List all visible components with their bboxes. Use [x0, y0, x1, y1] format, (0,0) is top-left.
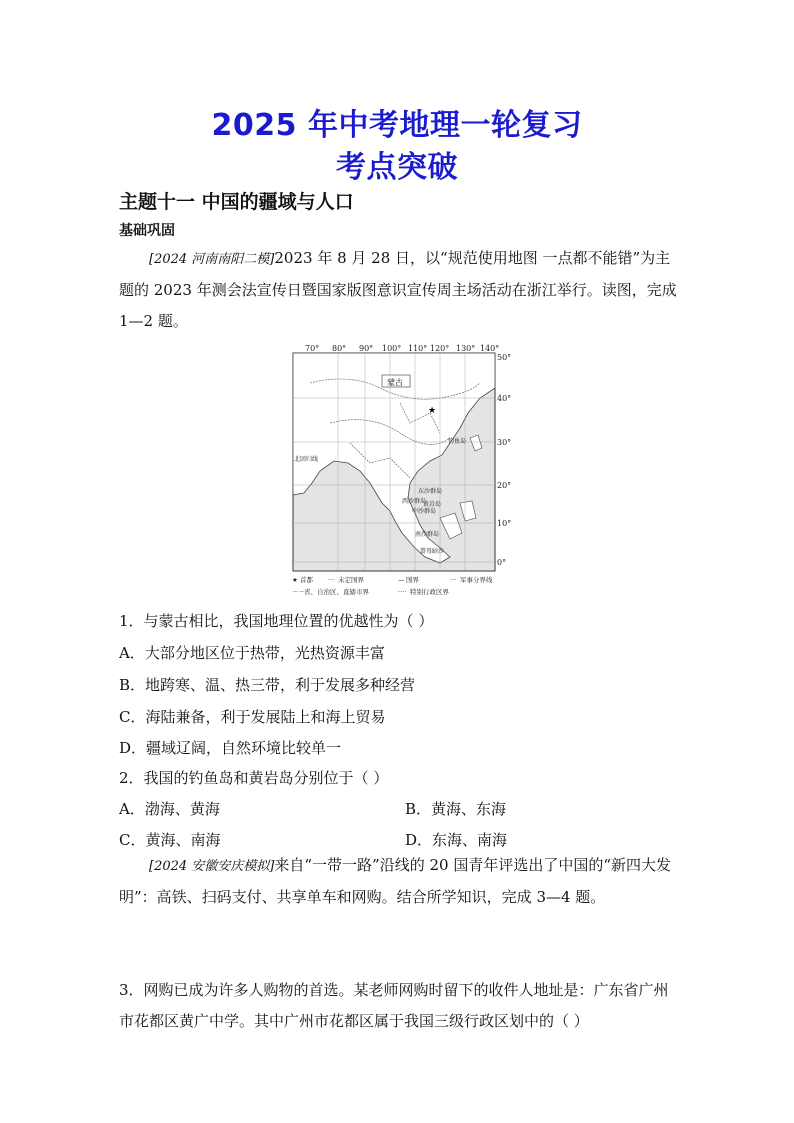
nansha-label: 南沙群岛	[415, 531, 440, 538]
lon-label: 130°	[456, 344, 476, 353]
lon-label: 120°	[430, 344, 450, 353]
map-svg	[290, 343, 512, 598]
document-title: 2025 年中考地理一轮复习	[211, 108, 583, 143]
capital-star-icon: ★	[428, 406, 437, 416]
lat-label: 50°	[497, 353, 512, 362]
svg-text:···: ···	[450, 576, 457, 584]
huangyan-label: 黄岩岛	[423, 501, 442, 508]
question-2-option-c[interactable]: C．黄海、南海	[119, 831, 221, 849]
legend-undefined-border: 未定国界	[338, 576, 364, 584]
lon-label: 140°	[480, 344, 500, 353]
intro-text: 2023 年 8 月 28 日，以“规范使用地图 一点都不能错”为主题的 2023 年测会法宣传日暨国家版图意识宣传周主场活动在浙江举行。读图，完成 1—2 题。	[119, 249, 677, 330]
lon-label: 100°	[382, 344, 402, 353]
source-tag: [2024 安徽安庆模拟]	[149, 859, 275, 874]
legend-province-border: 省、自治区、直辖市界	[304, 588, 369, 596]
svg-text:····: ····	[398, 588, 407, 596]
topic-heading: 主题十一 中国的疆域与人口	[119, 191, 354, 213]
question-1-option-c[interactable]: C．海陆兼备，利于发展陆上和海上贸易	[119, 708, 386, 726]
intro-text: 来自“一带一路”沿线的 20 国青年评选出了中国的“新四大发明”：高铁、扫码支付、共享单车和网购。结合所学知识，完成 3—4 题。	[119, 856, 672, 906]
lat-label: 10°	[497, 519, 512, 528]
china-map-figure	[290, 343, 512, 598]
lat-label: 20°	[497, 481, 512, 490]
diaoyu-label: 钓鱼岛	[448, 438, 467, 445]
legend-sar-border: 特别行政区界	[410, 588, 449, 596]
lon-label: 80°	[332, 344, 347, 353]
question-1-option-b[interactable]: B．地跨寒、温、热三带，利于发展多种经营	[119, 676, 416, 694]
dongsha-label: 东沙群岛	[418, 488, 443, 495]
legend-capital: 首都	[300, 576, 313, 584]
svg-text:—: —	[398, 576, 405, 584]
zhongsha-label: 中沙群岛	[412, 508, 437, 515]
question-2-stem: 2．我国的钓鱼岛和黄岩岛分别位于（ ）	[119, 769, 389, 787]
section-heading: 基础巩固	[119, 223, 175, 239]
question-3-stem: 3．网购已成为许多人购物的首选。某老师网购时留下的收件人地址是：广东省广州市花都区黄广中学。其中广州市花都区属于我国三级行政区划中的（ ）	[119, 981, 669, 1030]
legend-national-border: 国界	[406, 576, 419, 584]
mongolia-label: 蒙古	[387, 378, 403, 387]
question-1-option-d[interactable]: D．疆域辽阔，自然环境比较单一	[119, 739, 342, 757]
legend-star-icon: ★	[292, 576, 298, 584]
lon-label: 90°	[359, 344, 374, 353]
intro-paragraph-1	[119, 243, 679, 337]
lon-label: 70°	[305, 344, 320, 353]
xisha-label: 西沙群岛	[402, 498, 427, 505]
lon-label: 110°	[408, 344, 428, 353]
question-1-option-a[interactable]: A．大部分地区位于热带，光热资源丰富	[119, 644, 385, 662]
lat-label: 0°	[497, 558, 507, 567]
question-2-option-b[interactable]: B．黄海、东海	[405, 800, 507, 818]
lat-label: 30°	[497, 438, 512, 447]
svg-text:－－: －－	[292, 588, 305, 596]
question-2-option-d[interactable]: D．东海、南海	[405, 831, 508, 849]
svg-text:···: ···	[328, 576, 335, 584]
question-1-stem: 1．与蒙古相比，我国地理位置的优越性为（ ）	[119, 612, 434, 630]
legend-mil-line: 军事分界线	[460, 576, 493, 584]
zengmu-label: 曾母暗沙	[420, 548, 445, 555]
source-tag: [2024 河南南阳二模]	[149, 252, 275, 267]
lat-label: 40°	[497, 394, 512, 403]
tropic-label: 北回归线	[294, 456, 319, 463]
document-subtitle: 考点突破	[336, 150, 458, 185]
question-2-option-a[interactable]: A．渤海、黄海	[119, 800, 220, 818]
intro-paragraph-2	[119, 850, 679, 913]
